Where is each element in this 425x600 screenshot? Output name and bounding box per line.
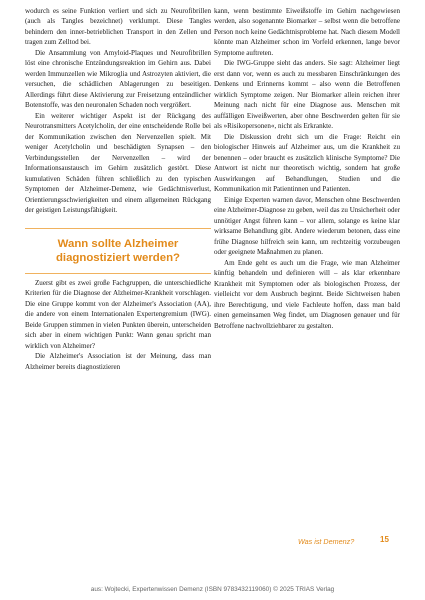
running-footer-title: Was ist Demenz? — [298, 537, 355, 546]
left-column — [25, 6, 211, 372]
body-paragraph: kann, wenn bestimmte Eiweißstoffe im Gehirn nachgewiesen werden, also sogenannte Biomarker – selbst wenn die betroffene Person noch keine Gedächtnisprobleme hat. Nach diesem Modell könnte man Alzheimer schon im Vorfeld erkennen, lange bevor Symptome auftreten. — [214, 7, 400, 57]
body-paragraph: Die Alzheimer's Association ist der Meinung, dass man Alzheimer bereits diagnostizieren — [25, 352, 211, 371]
page-number: 15 — [380, 535, 389, 544]
body-paragraph: Am Ende geht es auch um die Frage, wie man Alzheimer künftig behandeln und definieren will – als klar erkennbare Krankheit mit Symptomen oder als biologischen Prozess, der vielleicht vor dem Ausbruch beginnt. Beide Sichtweisen haben ihre Berechtigung, und viele Fachleute hoffen, dass man bald einen gemeinsamen Weg findet, um Diagnosen genauer und für Betroffene nachvollziehbarer zu gestalten. — [214, 258, 400, 330]
divider — [25, 273, 211, 274]
section-heading-box — [25, 228, 211, 274]
body-paragraph: Die Ansammlung von Amyloid-Plaques und Neurofibrillen löst eine chronische Entzündungsreaktion im Gehirn aus. Dabei werden Immunzellen wie Mikroglia und Astrozyten aktiviert, die versuchen, die schädlichen Ablagerungen zu beseitigen. Allerdings führt diese Aktivierung zur Freisetzung entzündlicher Botenstoffe, was den neuronalen Schaden noch vergrößert. — [25, 48, 211, 110]
body-paragraph: wodurch es seine Funktion verliert und sich zu Neurofibrillen (auch als Tangles bezeichnet) verklumpt. Diese Tangles behindern den inner-betrieblichen Transport in den Zellen und tragen zum Zelltod bei. — [25, 7, 211, 47]
right-column — [214, 6, 400, 331]
body-paragraph: Einige Experten warnen davor, Menschen ohne Beschwerden eine Alzheimer-Diagnose zu geben, weil das zu Unsicherheit oder unnötiger Angst führen kann – vor allem, solange es keine klar wirksame Behandlung gibt. Andere wiederum betonen, dass eine frühe Diagnose hilfreich sein kann, um rechtzeitig vorzubeugen oder geeignete Maßnahmen zu planen. — [214, 195, 400, 257]
section-heading: Wann sollte Alzheimer diagnostiziert werden? — [55, 237, 181, 264]
source-credit: aus: Wojtecki, Expertenwissen Demenz (ISBN 9783432119060) © 2025 TRIAS Verlag — [90, 586, 335, 593]
body-paragraph: Die IWG-Gruppe sieht das anders. Sie sagt: Alzheimer liegt erst dann vor, wenn es auch zu messbaren Einschränkungen des Denkens und Erinnerns kommt – also wenn die Betroffenen wirklich Symptome zeigen. Nur Biomarker allein reichen ihrer Meinung nach nicht für eine Diagnose aus. Menschen mit auffälligen Eiweißwerten, aber ohne Beschwerden gelten für sie als »Risikopersonen«, nicht als Erkrankte. — [214, 59, 400, 131]
body-paragraph: Zuerst gibt es zwei große Fachgruppen, die unterschiedliche Kriterien für die Diagnose der Alzheimer-Krankheit vorschlagen. Die eine Gruppe kommt von der Alzheimer's Association (AA), die andere von einem Internationalen Expertengremium (IWG). Beide Gruppen stimmen in vielen Punkten überein, unterscheiden sich aber in einem wichtigen Punkt: Wann genau spricht man wirklich von Alzheimer? — [25, 278, 211, 350]
body-paragraph: Ein weiterer wichtiger Aspekt ist der Rückgang des Neurotransmitters Acetylcholin, der eine entscheidende Rolle bei der Kommunikation zwischen den Nervenzellen spielt. Mit weniger Acetylcholin und beschädigten Synapsen – den Verbindungsstellen der Nervenzellen – wird der Informationsaustausch im Gehirn zusätzlich gestört. Diese kumulativen Schäden führen schließlich zu den typischen Symptomen der Alzheimer-Demenz, wie Gedächtnisverlust, Orientierungsschwierigkeiten und einem allgemeinen Rückgang der geistigen Leistungsfähigkeit. — [25, 111, 211, 215]
body-paragraph: Die Diskussion dreht sich um die Frage: Reicht ein biologischer Hinweis auf Alzheimer aus, um die Krankheit zu benennen – oder braucht es zusätzlich klinische Symptome? Die Antwort ist nicht nur theoretisch wichtig, sondern hat große Auswirkungen auf Behandlungen, Studien und die Kommunikation mit Patientinnen und Patienten. — [214, 132, 400, 194]
